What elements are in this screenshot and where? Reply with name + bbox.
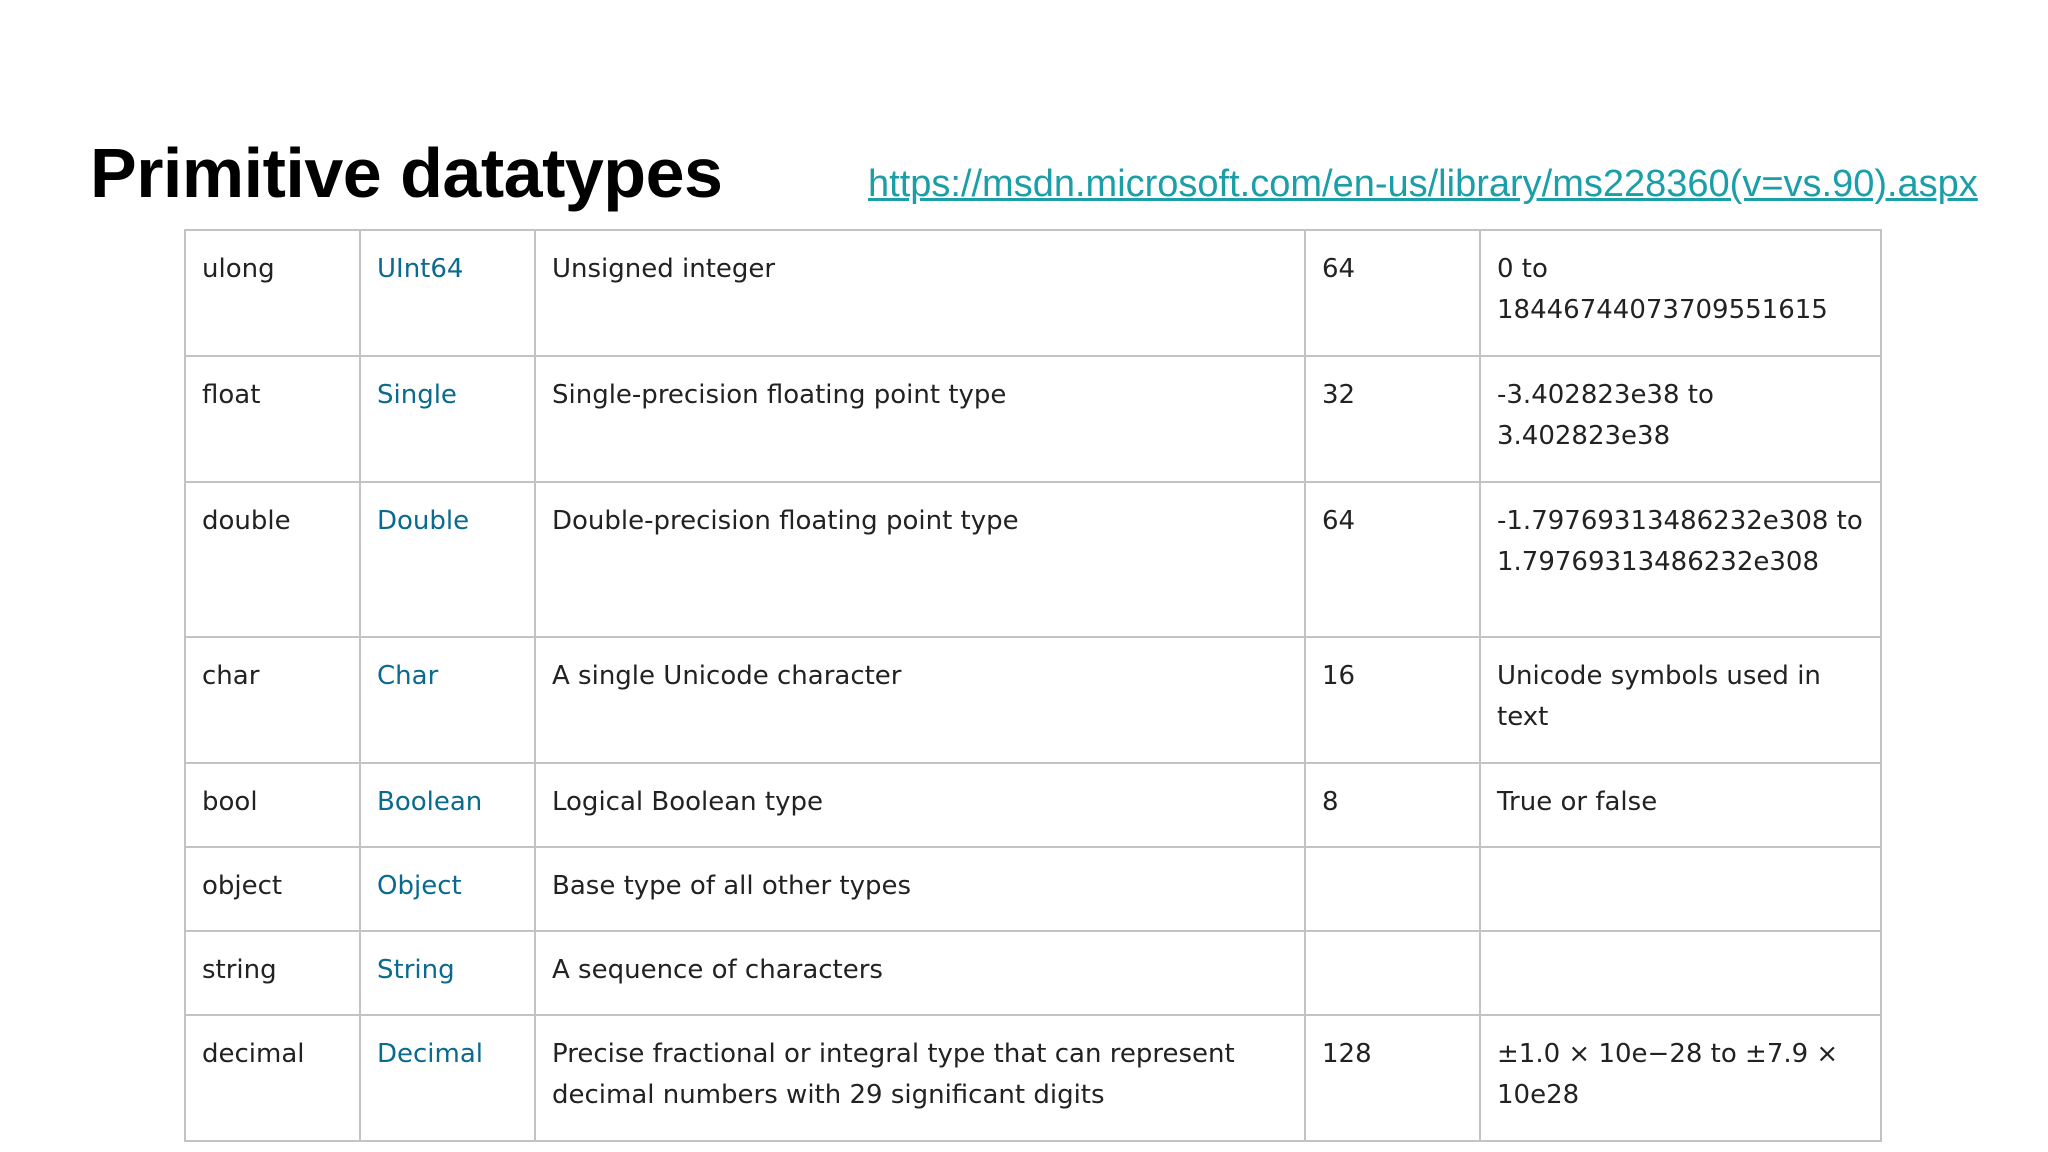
range-cell: -1.79769313486232e308 to 1.79769313486232e308 — [1480, 482, 1881, 637]
width-cell: 8 — [1305, 763, 1480, 847]
description-cell: Base type of all other types — [535, 847, 1305, 931]
width-cell: 16 — [1305, 637, 1480, 763]
table-row — [185, 847, 1881, 931]
msdn-reference-link[interactable]: https://msdn.microsoft.com/en-us/library/ms228360(v=vs.90).aspx — [868, 163, 1978, 205]
table-row — [185, 763, 1881, 847]
framework-type-cell[interactable]: Object — [360, 847, 535, 931]
slide-title: Primitive datatypes — [90, 134, 723, 212]
range-cell: Unicode symbols used in text — [1480, 637, 1881, 763]
framework-type-cell[interactable]: Char — [360, 637, 535, 763]
short-name-cell: float — [185, 356, 360, 482]
width-cell — [1305, 847, 1480, 931]
short-name-cell: decimal — [185, 1015, 360, 1141]
range-cell: -3.402823e38 to 3.402823e38 — [1480, 356, 1881, 482]
range-cell: True or false — [1480, 763, 1881, 847]
width-cell: 64 — [1305, 482, 1480, 637]
description-cell: Unsigned integer — [535, 230, 1305, 356]
framework-type-cell[interactable]: Decimal — [360, 1015, 535, 1141]
short-name-cell: char — [185, 637, 360, 763]
short-name-cell: object — [185, 847, 360, 931]
framework-type-cell[interactable]: Double — [360, 482, 535, 637]
description-cell: Logical Boolean type — [535, 763, 1305, 847]
width-cell: 128 — [1305, 1015, 1480, 1141]
width-cell: 64 — [1305, 230, 1480, 356]
framework-type-cell[interactable]: String — [360, 931, 535, 1015]
description-cell: Double-precision floating point type — [535, 482, 1305, 637]
range-cell: 0 to 18446744073709551615 — [1480, 230, 1881, 356]
table-row — [185, 931, 1881, 1015]
table-row — [185, 482, 1881, 637]
framework-type-cell[interactable]: Single — [360, 356, 535, 482]
table-row — [185, 230, 1881, 356]
short-name-cell: bool — [185, 763, 360, 847]
short-name-cell: string — [185, 931, 360, 1015]
table-row — [185, 356, 1881, 482]
description-cell: A sequence of characters — [535, 931, 1305, 1015]
range-cell: ±1.0 × 10e−28 to ±7.9 × 10e28 — [1480, 1015, 1881, 1141]
framework-type-cell[interactable]: UInt64 — [360, 230, 535, 356]
width-cell — [1305, 931, 1480, 1015]
table-row — [185, 1015, 1881, 1141]
short-name-cell: ulong — [185, 230, 360, 356]
description-cell: A single Unicode character — [535, 637, 1305, 763]
datatypes-table — [184, 229, 1882, 1142]
description-cell: Precise fractional or integral type that can represent decimal numbers with 29 significant digits — [535, 1015, 1305, 1141]
width-cell: 32 — [1305, 356, 1480, 482]
table-row — [185, 637, 1881, 763]
range-cell — [1480, 931, 1881, 1015]
framework-type-cell[interactable]: Boolean — [360, 763, 535, 847]
range-cell — [1480, 847, 1881, 931]
description-cell: Single-precision floating point type — [535, 356, 1305, 482]
short-name-cell: double — [185, 482, 360, 637]
